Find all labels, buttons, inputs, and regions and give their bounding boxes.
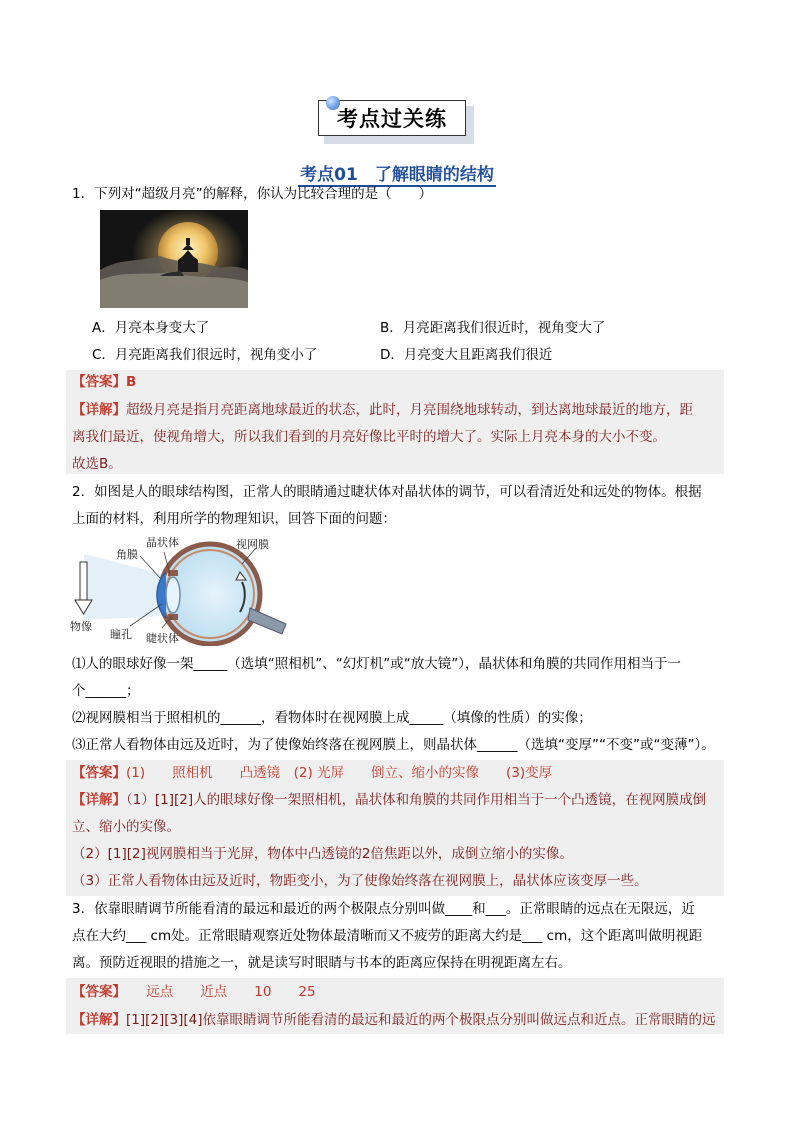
eye-diagram-svg — [70, 534, 290, 646]
section-title — [0, 160, 794, 185]
q2-answer-value: (1) 照相机 凸透镜 (2) 光屏 倒立、缩小的实像 (3)变厚 — [126, 765, 553, 781]
q2-sub-1a: ⑴人的眼球好像一架_____（选填“照相机”、“幻灯机”或“放大镜”），晶状体和角膜的共同作用相当于一 — [72, 656, 681, 672]
q1-detail-line-1 — [72, 400, 724, 420]
q2-sub-3: ⑶正常人看物体由远及近时，为了使像始终落在视网膜上，则晶状体______（选填“变厚”“不变”或“变薄”）。 — [72, 737, 715, 753]
q3-answer-line — [72, 982, 724, 1002]
q1-detail-tag: 【详解】 — [72, 402, 126, 418]
q2-sub-2: ⑵视网膜相当于照相机的______，看物体时在视网膜上成_____（填像的性质）的实像； — [72, 710, 592, 726]
q3-stem-1: 3．依靠眼睛调节所能看清的最远和最近的两个极限点分别叫做____和___。正常眼睛的远点在无限远，近 — [72, 901, 695, 917]
title-badge — [318, 100, 478, 148]
q1-detail-1: 超级月亮是指月亮距离地球最近的状态，此时，月亮围绕地球转动，到达离地球最近的地方，距 — [126, 402, 693, 418]
q2-answer-line — [72, 763, 724, 783]
q1-option-c[interactable]: C．月亮距离我们很远时，视角变小了 — [92, 347, 318, 363]
q2-detail-line-3: （2）[1][2]视网膜相当于光屏，物体中凸透镜的2倍焦距以外，成倒立缩小的实像。 — [72, 846, 573, 862]
q3-detail-1: [1][2][3][4]依靠眼睛调节所能看清的最远和最近的两个极限点分别叫做远点和近点。正常眼睛的远 — [126, 1012, 716, 1028]
q1-answer-line — [72, 372, 724, 392]
q3-stem-3: 离。预防近视眼的措施之一，就是读写时眼睛与书本的距离应保持在明视距离左右。 — [72, 955, 572, 971]
q1-option-d[interactable]: D．月亮变大且距离我们很近 — [380, 347, 553, 363]
q2-stem-2: 上面的材料，利用所学的物理知识，回答下面的问题： — [72, 511, 396, 527]
label-cornea: 角膜 — [116, 548, 138, 561]
q3-detail-line-1 — [72, 1010, 724, 1030]
badge-title: 考点过关练 — [318, 100, 466, 136]
label-pupil: 瞳孔 — [110, 628, 132, 641]
q1-option-b[interactable]: B．月亮距离我们很近时，视角变大了 — [380, 320, 606, 336]
q1-detail-line-3: 故选B。 — [72, 456, 122, 472]
label-object: 物像 — [70, 620, 92, 633]
q3-detail-tag: 【详解】 — [72, 1012, 126, 1028]
q2-detail-1: （1）[1][2]人的眼球好像一架照相机，晶状体和角膜的共同作用相当于一个凸透镜，在视网膜成倒 — [126, 792, 707, 808]
super-moon-photo — [100, 210, 248, 308]
badge-dot-icon — [326, 96, 340, 110]
q1-detail-line-2: 离我们最近，使视角增大，所以我们看到的月亮好像比平时的增大了。实际上月亮本身的大小不变。 — [72, 429, 666, 445]
section-title-text: 考点01 了解眼睛的结构 — [300, 165, 494, 185]
label-ciliary: 睫状体 — [146, 632, 179, 645]
q3-stem-2: 点在大约___ cm处。正常眼睛观察近处物体最清晰而又不疲劳的距离大约是___ cm，这个距离叫做明视距 — [72, 928, 703, 944]
q2-detail-line-1 — [72, 790, 724, 810]
q3-answer-tag: 【答案】 — [72, 984, 120, 1000]
q3-answer-value: 远点 近点 10 25 — [119, 984, 316, 1000]
q1-answer-value: B — [126, 374, 137, 390]
q1-stem: 1．下列对“超级月亮”的解释，你认为比较合理的是（ ） — [72, 186, 433, 202]
q1-option-a[interactable]: A．月亮本身变大了 — [92, 320, 210, 336]
q2-sub-1b: 个______； — [72, 683, 140, 699]
q2-detail-tag: 【详解】 — [72, 792, 126, 808]
q1-answer-tag: 【答案】 — [72, 374, 126, 390]
q2-stem-1: 2．如图是人的眼球结构图，正常人的眼睛通过睫状体对晶状体的调节，可以看清近处和远处的物体。根据 — [72, 484, 702, 500]
super-moon-image — [100, 210, 248, 308]
eye-structure-diagram — [70, 534, 290, 646]
q2-detail-line-2: 立、缩小的实像。 — [72, 819, 180, 835]
q2-detail-line-4: （3）正常人看物体由远及近时，物距变小，为了使像始终落在视网膜上，晶状体应该变厚一些。 — [72, 873, 648, 889]
q2-answer-tag: 【答案】 — [72, 765, 126, 781]
label-retina: 视网膜 — [236, 538, 269, 551]
label-lens: 晶状体 — [146, 536, 179, 549]
